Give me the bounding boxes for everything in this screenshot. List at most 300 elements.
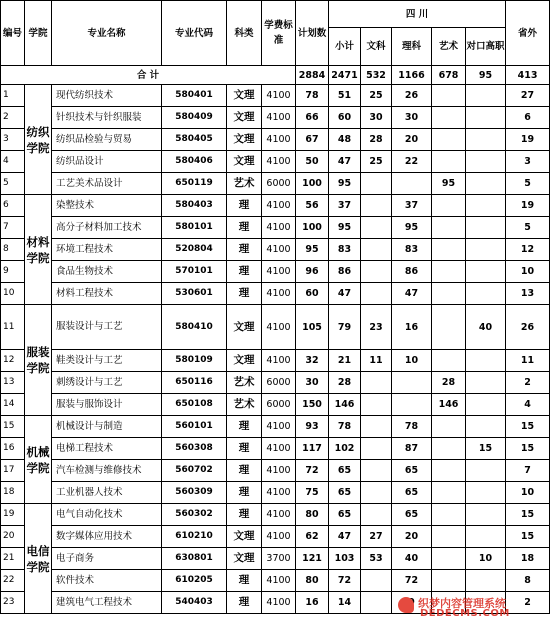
major-code: 580401 xyxy=(162,85,227,107)
cell-category: 理 xyxy=(227,217,262,239)
cell-plan: 78 xyxy=(296,85,329,107)
major-code: 520804 xyxy=(162,239,227,261)
total-label: 合 计 xyxy=(1,66,296,85)
row-index: 16 xyxy=(1,438,25,460)
table-row xyxy=(1,283,550,305)
header-major-name: 专业名称 xyxy=(52,1,162,66)
major-code: 580109 xyxy=(162,350,227,372)
cell-science: 72 xyxy=(392,570,432,592)
major-code: 560101 xyxy=(162,416,227,438)
header-art: 艺术 xyxy=(432,28,466,66)
cell-plan: 66 xyxy=(296,107,329,129)
cell-out-of-province: 5 xyxy=(506,173,550,195)
cell-science: 86 xyxy=(392,261,432,283)
cell-arts: 25 xyxy=(361,85,392,107)
cell-vocational xyxy=(466,350,506,372)
row-index: 8 xyxy=(1,239,25,261)
total-vocational: 95 xyxy=(466,66,506,85)
table-row xyxy=(1,129,550,151)
table-row xyxy=(1,416,550,438)
row-index: 14 xyxy=(1,394,25,416)
cell-out-of-province: 26 xyxy=(506,305,550,350)
cell-tuition: 4100 xyxy=(262,107,296,129)
total-art: 678 xyxy=(432,66,466,85)
row-index: 2 xyxy=(1,107,25,129)
cell-art xyxy=(432,107,466,129)
major-name: 建筑电气工程技术 xyxy=(52,592,162,614)
cell-tuition: 4100 xyxy=(262,570,296,592)
cell-plan: 80 xyxy=(296,504,329,526)
college-label: 机械学院 xyxy=(26,444,50,475)
cell-out-of-province: 12 xyxy=(506,239,550,261)
major-code: 560702 xyxy=(162,460,227,482)
cell-plan: 105 xyxy=(296,305,329,350)
cell-tuition: 4100 xyxy=(262,526,296,548)
cell-subtotal: 78 xyxy=(329,416,361,438)
cell-science: 83 xyxy=(392,239,432,261)
cell-category: 理 xyxy=(227,482,262,504)
cell-art: 95 xyxy=(432,173,466,195)
cell-arts xyxy=(361,570,392,592)
cell-category: 文理 xyxy=(227,151,262,173)
row-index: 12 xyxy=(1,350,25,372)
cell-art xyxy=(432,85,466,107)
cell-category: 理 xyxy=(227,592,262,614)
table-row xyxy=(1,217,550,239)
major-code: 580406 xyxy=(162,151,227,173)
row-index: 3 xyxy=(1,129,25,151)
cell-science: 37 xyxy=(392,195,432,217)
cell-science xyxy=(392,394,432,416)
cell-arts xyxy=(361,195,392,217)
major-name: 数字媒体应用技术 xyxy=(52,526,162,548)
cell-science: 65 xyxy=(392,504,432,526)
total-arts: 532 xyxy=(361,66,392,85)
cell-subtotal: 95 xyxy=(329,173,361,195)
cell-plan: 121 xyxy=(296,548,329,570)
cell-vocational: 10 xyxy=(466,548,506,570)
cell-arts xyxy=(361,283,392,305)
cell-subtotal: 65 xyxy=(329,482,361,504)
major-name: 工艺美术品设计 xyxy=(52,173,162,195)
header-index: 编号 xyxy=(1,1,25,66)
header-category: 科类 xyxy=(227,1,262,66)
cell-art: 28 xyxy=(432,372,466,394)
row-index: 4 xyxy=(1,151,25,173)
cell-vocational xyxy=(466,394,506,416)
cell-out-of-province: 15 xyxy=(506,438,550,460)
college-jixie xyxy=(25,416,52,504)
cell-out-of-province: 15 xyxy=(506,504,550,526)
cell-vocational xyxy=(466,570,506,592)
row-index: 19 xyxy=(1,504,25,526)
cell-science: 65 xyxy=(392,482,432,504)
major-code: 610205 xyxy=(162,570,227,592)
major-code: 650108 xyxy=(162,394,227,416)
cell-category: 文理 xyxy=(227,85,262,107)
cell-out-of-province: 19 xyxy=(506,195,550,217)
college-fuzhuang xyxy=(25,305,52,416)
cell-arts: 30 xyxy=(361,107,392,129)
cell-arts xyxy=(361,239,392,261)
cell-art xyxy=(432,195,466,217)
cell-art xyxy=(432,548,466,570)
cell-arts: 11 xyxy=(361,350,392,372)
cell-tuition: 6000 xyxy=(262,372,296,394)
cell-science xyxy=(392,372,432,394)
cell-subtotal: 28 xyxy=(329,372,361,394)
row-index: 11 xyxy=(1,305,25,350)
major-code: 560302 xyxy=(162,504,227,526)
major-name: 纺织品设计 xyxy=(52,151,162,173)
row-index: 9 xyxy=(1,261,25,283)
cell-science xyxy=(392,173,432,195)
major-name: 机械设计与制造 xyxy=(52,416,162,438)
row-index: 20 xyxy=(1,526,25,548)
cell-plan: 56 xyxy=(296,195,329,217)
major-name: 服装设计与工艺 xyxy=(52,305,162,350)
cell-tuition: 4100 xyxy=(262,239,296,261)
cell-category: 理 xyxy=(227,460,262,482)
cell-arts xyxy=(361,217,392,239)
cell-category: 理 xyxy=(227,504,262,526)
cell-plan: 100 xyxy=(296,217,329,239)
cell-vocational xyxy=(466,460,506,482)
major-code: 630801 xyxy=(162,548,227,570)
major-code: 540403 xyxy=(162,592,227,614)
table-row xyxy=(1,239,550,261)
header-science: 理科 xyxy=(392,28,432,66)
cell-subtotal: 72 xyxy=(329,570,361,592)
cell-arts: 27 xyxy=(361,526,392,548)
cell-art xyxy=(432,350,466,372)
cell-tuition: 4100 xyxy=(262,504,296,526)
cell-tuition: 4100 xyxy=(262,592,296,614)
cell-plan: 95 xyxy=(296,239,329,261)
cell-plan: 60 xyxy=(296,283,329,305)
cell-tuition: 4100 xyxy=(262,283,296,305)
header-subtotal: 小计 xyxy=(329,28,361,66)
major-name: 纺织品检验与贸易 xyxy=(52,129,162,151)
major-name: 电气自动化技术 xyxy=(52,504,162,526)
row-index: 5 xyxy=(1,173,25,195)
cell-out-of-province: 15 xyxy=(506,416,550,438)
cell-out-of-province: 8 xyxy=(506,570,550,592)
cell-category: 文理 xyxy=(227,526,262,548)
table-row xyxy=(1,482,550,504)
college-fangzhi xyxy=(25,85,52,195)
cell-category: 理 xyxy=(227,261,262,283)
cell-art xyxy=(432,305,466,350)
major-code: 580101 xyxy=(162,217,227,239)
cell-subtotal: 60 xyxy=(329,107,361,129)
cell-tuition: 4100 xyxy=(262,350,296,372)
major-code: 560309 xyxy=(162,482,227,504)
table-row xyxy=(1,570,550,592)
major-name: 服装与服饰设计 xyxy=(52,394,162,416)
logo-line2: DEDECMS.COM xyxy=(420,608,510,619)
cell-plan: 32 xyxy=(296,350,329,372)
cell-science: 78 xyxy=(392,416,432,438)
cell-category: 文理 xyxy=(227,350,262,372)
cell-science: 26 xyxy=(392,85,432,107)
cell-plan: 80 xyxy=(296,570,329,592)
cell-out-of-province: 13 xyxy=(506,283,550,305)
cell-out-of-province: 19 xyxy=(506,129,550,151)
cell-out-of-province: 6 xyxy=(506,107,550,129)
cell-vocational xyxy=(466,261,506,283)
cell-art xyxy=(432,239,466,261)
cell-plan: 100 xyxy=(296,173,329,195)
cell-vocational xyxy=(466,217,506,239)
total-out-of-province: 413 xyxy=(506,66,550,85)
major-code: 580409 xyxy=(162,107,227,129)
cell-category: 理 xyxy=(227,416,262,438)
cell-art xyxy=(432,261,466,283)
cell-arts xyxy=(361,416,392,438)
row-index: 1 xyxy=(1,85,25,107)
row-index: 10 xyxy=(1,283,25,305)
header-arts: 文科 xyxy=(361,28,392,66)
major-name: 汽车检测与维修技术 xyxy=(52,460,162,482)
cell-tuition: 6000 xyxy=(262,394,296,416)
cell-vocational xyxy=(466,526,506,548)
cell-arts: 53 xyxy=(361,548,392,570)
cell-science: 16 xyxy=(392,305,432,350)
header-college: 学院 xyxy=(25,1,52,66)
cell-science: 95 xyxy=(392,217,432,239)
cell-tuition: 4100 xyxy=(262,261,296,283)
cell-vocational xyxy=(466,195,506,217)
table-row xyxy=(1,85,550,107)
cell-category: 理 xyxy=(227,239,262,261)
major-name: 电梯工程技术 xyxy=(52,438,162,460)
cell-science: 20 xyxy=(392,526,432,548)
college-cailiao xyxy=(25,195,52,305)
cell-vocational xyxy=(466,173,506,195)
cell-subtotal: 37 xyxy=(329,195,361,217)
cell-plan: 117 xyxy=(296,438,329,460)
college-dianxin xyxy=(25,504,52,614)
major-code: 580405 xyxy=(162,129,227,151)
cell-subtotal: 83 xyxy=(329,239,361,261)
cell-art xyxy=(432,217,466,239)
major-code: 610210 xyxy=(162,526,227,548)
major-name: 高分子材料加工技术 xyxy=(52,217,162,239)
cell-plan: 50 xyxy=(296,151,329,173)
cell-out-of-province: 3 xyxy=(506,151,550,173)
row-index: 6 xyxy=(1,195,25,217)
table-row xyxy=(1,173,550,195)
table-row xyxy=(1,460,550,482)
major-name: 电子商务 xyxy=(52,548,162,570)
major-code: 650116 xyxy=(162,372,227,394)
header-major-code: 专业代码 xyxy=(162,1,227,66)
college-label: 材料学院 xyxy=(26,234,50,265)
cell-tuition: 4100 xyxy=(262,438,296,460)
cell-arts xyxy=(361,173,392,195)
logo-line1: 织梦内容管理系统 xyxy=(418,597,506,610)
cell-out-of-province: 10 xyxy=(506,482,550,504)
cell-tuition: 4100 xyxy=(262,195,296,217)
cell-tuition: 6000 xyxy=(262,173,296,195)
cell-subtotal: 47 xyxy=(329,151,361,173)
major-name: 食品生物技术 xyxy=(52,261,162,283)
major-name: 材料工程技术 xyxy=(52,283,162,305)
cell-tuition: 4100 xyxy=(262,416,296,438)
major-code: 650119 xyxy=(162,173,227,195)
cell-science: 47 xyxy=(392,283,432,305)
cell-out-of-province: 2 xyxy=(506,372,550,394)
cell-vocational xyxy=(466,107,506,129)
cell-tuition: 4100 xyxy=(262,460,296,482)
cell-art xyxy=(432,504,466,526)
cell-subtotal: 65 xyxy=(329,460,361,482)
cell-subtotal: 102 xyxy=(329,438,361,460)
table-row xyxy=(1,261,550,283)
header-sichuan: 四 川 xyxy=(329,1,506,28)
cell-out-of-province: 2 xyxy=(506,592,550,614)
cell-category: 文理 xyxy=(227,305,262,350)
cell-science: 10 xyxy=(392,350,432,372)
total-science: 1166 xyxy=(392,66,432,85)
row-index: 23 xyxy=(1,592,25,614)
major-code: 530601 xyxy=(162,283,227,305)
cell-out-of-province: 10 xyxy=(506,261,550,283)
cell-science: 65 xyxy=(392,460,432,482)
cell-subtotal: 65 xyxy=(329,504,361,526)
cell-subtotal: 86 xyxy=(329,261,361,283)
row-index: 21 xyxy=(1,548,25,570)
cell-tuition: 4100 xyxy=(262,217,296,239)
table-row xyxy=(1,526,550,548)
cell-out-of-province: 4 xyxy=(506,394,550,416)
major-name: 现代纺织技术 xyxy=(52,85,162,107)
cell-category: 文理 xyxy=(227,107,262,129)
cell-science: 22 xyxy=(392,151,432,173)
cell-arts xyxy=(361,372,392,394)
major-code: 580410 xyxy=(162,305,227,350)
cell-vocational xyxy=(466,283,506,305)
cell-art xyxy=(432,129,466,151)
cell-category: 理 xyxy=(227,438,262,460)
cell-art xyxy=(432,482,466,504)
cell-subtotal: 146 xyxy=(329,394,361,416)
cell-plan: 62 xyxy=(296,526,329,548)
cell-vocational: 40 xyxy=(466,305,506,350)
cell-science: 30 xyxy=(392,107,432,129)
cell-arts xyxy=(361,504,392,526)
cell-tuition: 4100 xyxy=(262,305,296,350)
cell-category: 文理 xyxy=(227,548,262,570)
cell-out-of-province: 5 xyxy=(506,217,550,239)
row-index: 13 xyxy=(1,372,25,394)
cell-plan: 150 xyxy=(296,394,329,416)
cell-arts xyxy=(361,460,392,482)
major-code: 570101 xyxy=(162,261,227,283)
cell-vocational xyxy=(466,151,506,173)
cell-arts xyxy=(361,592,392,614)
cell-subtotal: 51 xyxy=(329,85,361,107)
cell-art xyxy=(432,283,466,305)
cell-art: 146 xyxy=(432,394,466,416)
cell-category: 理 xyxy=(227,195,262,217)
cell-category: 文理 xyxy=(227,129,262,151)
cell-out-of-province: 18 xyxy=(506,548,550,570)
cell-science: 20 xyxy=(392,129,432,151)
cell-plan: 67 xyxy=(296,129,329,151)
cell-category: 理 xyxy=(227,283,262,305)
cell-out-of-province: 7 xyxy=(506,460,550,482)
cell-plan: 96 xyxy=(296,261,329,283)
cell-arts xyxy=(361,482,392,504)
total-plan: 2884 xyxy=(296,66,329,85)
cell-plan: 16 xyxy=(296,592,329,614)
cell-subtotal: 48 xyxy=(329,129,361,151)
row-index: 18 xyxy=(1,482,25,504)
cell-tuition: 4100 xyxy=(262,151,296,173)
cell-tuition: 3700 xyxy=(262,548,296,570)
cell-subtotal: 95 xyxy=(329,217,361,239)
cell-plan: 72 xyxy=(296,460,329,482)
row-index: 22 xyxy=(1,570,25,592)
cell-arts xyxy=(361,438,392,460)
table-row xyxy=(1,107,550,129)
cell-subtotal: 47 xyxy=(329,526,361,548)
cell-out-of-province: 11 xyxy=(506,350,550,372)
table-body xyxy=(1,66,550,614)
cell-subtotal: 79 xyxy=(329,305,361,350)
cell-plan: 30 xyxy=(296,372,329,394)
major-code: 560308 xyxy=(162,438,227,460)
cell-out-of-province: 27 xyxy=(506,85,550,107)
cell-category: 艺术 xyxy=(227,173,262,195)
cell-art xyxy=(432,416,466,438)
cell-vocational xyxy=(466,129,506,151)
table-row xyxy=(1,305,550,350)
college-label: 服装学院 xyxy=(26,345,50,375)
cell-tuition: 4100 xyxy=(262,482,296,504)
row-index: 15 xyxy=(1,416,25,438)
cell-plan: 75 xyxy=(296,482,329,504)
table-row xyxy=(1,372,550,394)
cell-art xyxy=(432,460,466,482)
cell-tuition: 4100 xyxy=(262,129,296,151)
cell-art xyxy=(432,151,466,173)
major-name: 鞋类设计与工艺 xyxy=(52,350,162,372)
header-tuition: 学费标准 xyxy=(262,1,296,66)
cell-vocational xyxy=(466,85,506,107)
major-code: 580403 xyxy=(162,195,227,217)
cell-tuition: 4100 xyxy=(262,85,296,107)
cell-arts: 28 xyxy=(361,129,392,151)
dedecms-logo-icon xyxy=(398,597,414,613)
cell-vocational xyxy=(466,239,506,261)
cell-plan: 93 xyxy=(296,416,329,438)
cell-vocational xyxy=(466,504,506,526)
table-row xyxy=(1,548,550,570)
table-row xyxy=(1,195,550,217)
cell-arts: 23 xyxy=(361,305,392,350)
major-name: 环境工程技术 xyxy=(52,239,162,261)
cell-art xyxy=(432,438,466,460)
major-name: 针织技术与针织服装 xyxy=(52,107,162,129)
table-row xyxy=(1,438,550,460)
cell-art xyxy=(432,570,466,592)
major-name: 刺绣设计与工艺 xyxy=(52,372,162,394)
header-out-of-province: 省外 xyxy=(506,1,550,66)
cell-science: 40 xyxy=(392,548,432,570)
